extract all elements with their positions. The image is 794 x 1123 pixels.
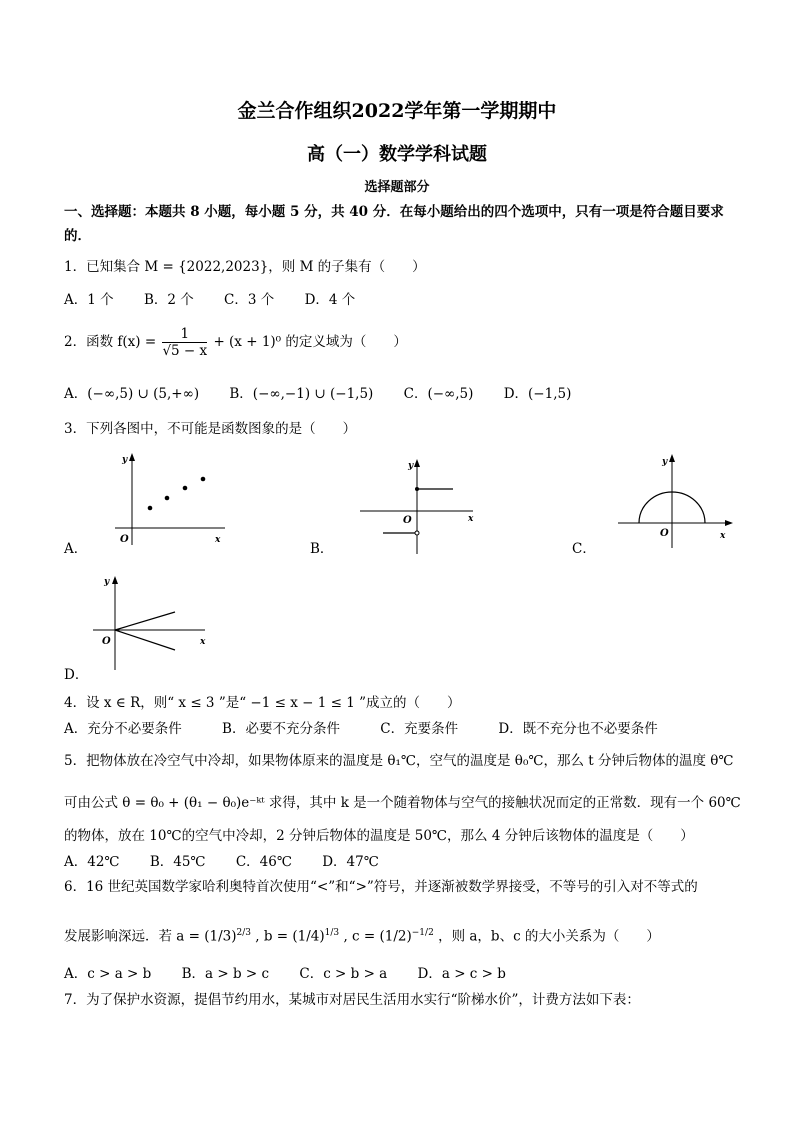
page-title: 金兰合作组织2022学年第一学期期中 (237, 100, 557, 122)
option-c: C．充要条件 (380, 721, 459, 737)
question-2 (64, 326, 407, 359)
option-d: D．(−1,5) (503, 386, 572, 402)
x-label: x (468, 514, 474, 524)
expression-a: a = (1/3) (176, 928, 237, 945)
question-5-options (64, 853, 405, 871)
graph-a (110, 450, 230, 550)
graph-c (615, 450, 740, 550)
question-3: 3．下列各图中，不可能是函数图象的是（ ） (64, 421, 357, 437)
option-c: C．46℃ (235, 854, 292, 870)
y-arrow (414, 459, 420, 467)
graph-b (355, 456, 480, 556)
question-5-line2: 可由公式 θ = θ₀ + (θ₁ − θ₀)e⁻ᵏᵗ 求得，其中 k 是一个随着物体与空气的接触状况而定的正常数．现有一个 60℃ (64, 795, 741, 811)
y-arrow (112, 576, 118, 584)
graph-label-a: A． (64, 541, 88, 557)
question-5-line3: 的物体，放在 10℃的空气中冷却，2 分钟后物体的温度是 50℃，那么 4 分钟后该物体的温度是（ ） (64, 828, 694, 844)
option-a: A．(−∞,5) ∪ (5,+∞) (64, 386, 200, 402)
question-2-suffix: + (x + 1)⁰ 的定义域为（ ） (213, 334, 407, 350)
exponent-a: 2/3 (236, 928, 251, 938)
x-label: x (200, 637, 206, 647)
option-b: B．45℃ (149, 854, 206, 870)
option-d: D．a > c > b (417, 966, 506, 982)
option-b: B．a > b > c (181, 966, 270, 982)
y-arrow (669, 454, 675, 462)
option-b: B．必要不充分条件 (222, 721, 340, 737)
page-subtitle: 高（一）数学学科试题 (307, 144, 487, 165)
option-b: B．(−∞,−1) ∪ (−1,5) (229, 386, 374, 402)
question-6-options (64, 965, 532, 983)
question-4-options (64, 720, 684, 738)
open-endpoint (415, 531, 419, 535)
origin-label: O (102, 636, 111, 647)
fraction-denominator: √5 − x (162, 343, 208, 359)
option-a: A．1 个 (64, 292, 114, 308)
option-a: A．42℃ (64, 854, 120, 870)
graph-label-c: C． (572, 541, 596, 557)
lower-ray (115, 630, 175, 650)
option-d: D．4 个 (304, 292, 356, 308)
data-point (148, 506, 153, 511)
exponent-b: 1/3 (324, 928, 340, 938)
question-6-line2 (64, 918, 660, 952)
instructions-line2: 的． (64, 228, 91, 244)
instructions-line1: 一、选择题：本题共 8 小题，每小题 5 分，共 40 分．在每小题给出的四个选项中，只有一项是符合题目要求 (64, 204, 724, 220)
x-arrow (725, 520, 733, 526)
question-7: 7．为了保护水资源，提倡节约用水，某城市对居民生活用水实行“阶梯水价”，计费方法如下表： (64, 992, 640, 1008)
question-2-prefix: 2．函数 f(x) = (64, 334, 157, 350)
question-1-options (64, 291, 381, 309)
y-arrow (129, 453, 135, 461)
question-6-suffix: ，则 a，b、c 的大小关系为（ ） (438, 928, 660, 945)
option-b: B．2 个 (143, 292, 194, 308)
expression-b: , b = (1/4) (255, 928, 325, 945)
x-label: x (720, 531, 726, 541)
option-a: A．c > a > b (64, 966, 152, 982)
option-d: D．既不充分也不必要条件 (498, 721, 658, 737)
graph-d (90, 572, 215, 672)
fraction-numerator: 1 (162, 326, 207, 343)
graph-label-d: D． (64, 667, 89, 683)
data-point (165, 496, 170, 501)
question-2-options (64, 385, 597, 403)
y-label: y (662, 457, 668, 467)
y-label: y (122, 455, 128, 465)
exponent-c: −1/2 (411, 928, 434, 938)
origin-label: O (120, 534, 129, 545)
section-title: 选择题部分 (364, 180, 430, 195)
question-5-line1: 5．把物体放在冷空气中冷却，如果物体原来的温度是 θ₁℃，空气的温度是 θ₀℃，那么 t 分钟后物体的温度 θ℃ (64, 753, 734, 769)
graph-label-b: B． (310, 541, 334, 557)
question-1: 1．已知集合 M = {2022,2023}，则 M 的子集有（ ） (64, 259, 426, 275)
origin-label: O (660, 528, 669, 539)
x-label: x (215, 535, 221, 545)
option-c: C．3 个 (224, 292, 275, 308)
question-2-fraction (162, 326, 207, 359)
question-4: 4．设 x ∈ R，则“ x ≤ 3 ”是“ −1 ≤ x − 1 ≤ 1 ”成立的（ ） (64, 695, 461, 711)
data-point (183, 486, 188, 491)
origin-label: O (403, 515, 412, 526)
upper-ray (115, 612, 175, 630)
question-6-prefix: 发展影响深远．若 (64, 928, 172, 945)
option-d: D．47℃ (322, 854, 379, 870)
option-c: C．(−∞,5) (403, 386, 474, 402)
question-6-line1: 6．16 世纪英国数学家哈利奥特首次使用“<”和“>”符号，并逐渐被数学界接受，不等号的引入对不等式的 (64, 879, 698, 895)
data-point (201, 477, 206, 482)
y-label: y (104, 577, 110, 587)
option-c: C．c > b > a (299, 966, 388, 982)
y-label: y (408, 461, 414, 471)
closed-endpoint (415, 487, 419, 491)
expression-c: , c = (1/2) (343, 928, 412, 945)
option-a: A．充分不必要条件 (64, 721, 182, 737)
